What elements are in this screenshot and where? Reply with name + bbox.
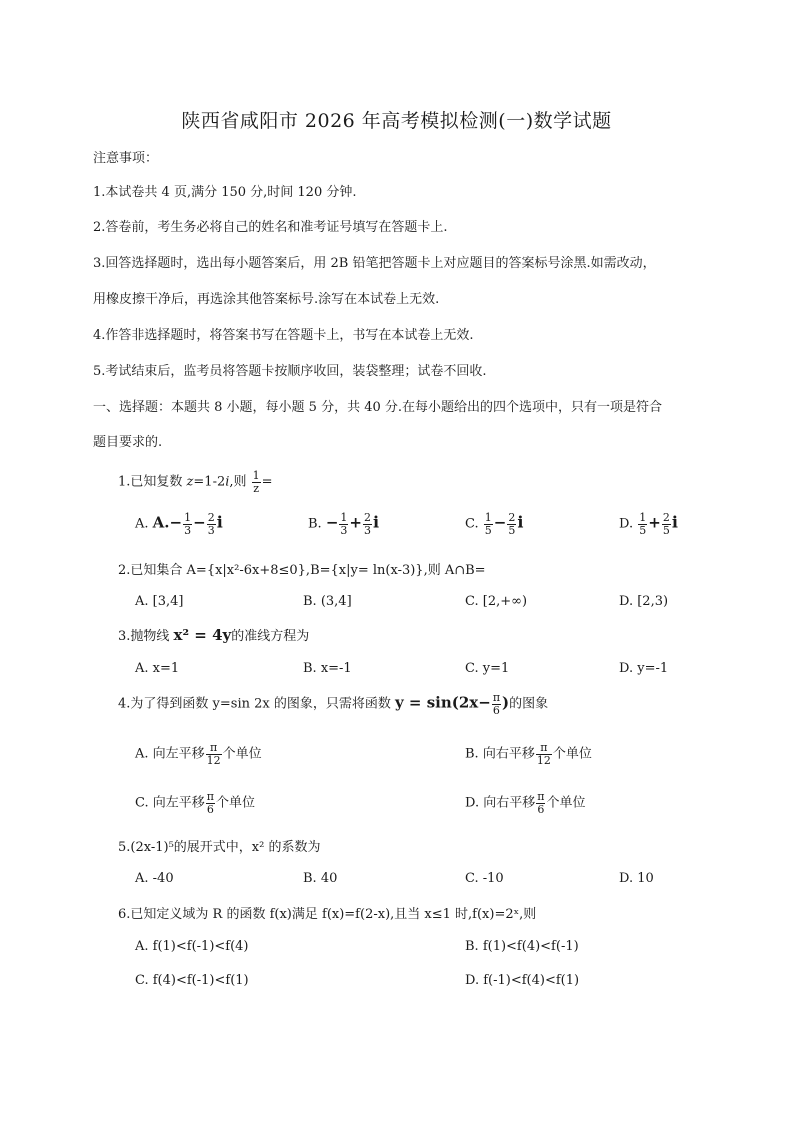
- question-3-option-d[interactable]: D. y=-1: [619, 661, 669, 676]
- question-2-option-c[interactable]: C. [2,+∞): [465, 594, 528, 609]
- question-3-stem: 3.抛物线 x² = 4y的准线方程为: [118, 626, 310, 644]
- section-heading-cont: 题目要求的.: [93, 435, 163, 450]
- question-1-option-d[interactable]: D. $\frac{1}{5}$ + $\frac{2}{5}$ i: [619, 511, 678, 537]
- question-3-option-a[interactable]: A. x=1: [135, 661, 180, 676]
- question-5-option-d[interactable]: D. 10: [619, 871, 654, 886]
- question-5-option-b[interactable]: B. 40: [303, 871, 338, 886]
- notice-item-2: 2.答卷前，考生务必将自己的姓名和准考证号填写在答题卡上.: [93, 220, 448, 235]
- question-5-option-a[interactable]: A. -40: [135, 871, 174, 886]
- question-1-option-a[interactable]: A. A.− $\frac{1}{3}$ − $\frac{2}{3}$ i: [135, 511, 223, 537]
- question-4-stem: 4.为了得到函数 y=sin 2x 的图象，只需将函数 y = sin(2x− $\frac{\pi}{6}$ )的图象: [118, 691, 549, 717]
- question-2-option-b[interactable]: B. (3,4]: [303, 594, 352, 609]
- question-1-stem: 1.已知复数 z=1-2i,则 $\frac{1}{z}$ =: [118, 469, 273, 495]
- question-2-option-d[interactable]: D. [2,3): [619, 594, 669, 609]
- notice-item-3: 3.回答选择题时，选出每小题答案后，用 2B 铅笔把答题卡上对应题目的答案标号涂黑.如需改动，: [93, 256, 656, 271]
- notice-item-3-cont: 用橡皮擦干净后，再选涂其他答案标号.涂写在本试卷上无效.: [93, 292, 440, 307]
- question-6-option-c[interactable]: C. f(4)<f(-1)<f(1): [135, 973, 249, 988]
- question-2-stem: 2.已知集合 A={x|x²-6x+8≤0},B={x|y= ln(x-3)},则 A∩B=: [118, 563, 486, 578]
- fraction: $\frac{1}{z}$: [252, 469, 260, 495]
- section-heading: 一、选择题：本题共 8 小题，每小题 5 分，共 40 分.在每小题给出的四个选项中，只有一项是符合: [93, 400, 663, 415]
- question-5-stem: 5.(2x-1)⁵的展开式中，x² 的系数为: [118, 840, 321, 855]
- question-3-option-b[interactable]: B. x=-1: [303, 661, 352, 676]
- page-title: 陕西省咸阳市 2026 年高考模拟检测(一)数学试题: [181, 110, 612, 132]
- question-6-option-b[interactable]: B. f(1)<f(4)<f(-1): [465, 939, 579, 954]
- question-2-option-a[interactable]: A. [3,4]: [135, 594, 184, 609]
- question-4-option-b[interactable]: B. 向右平移 $\frac{\pi}{12}$ 个单位: [465, 741, 592, 767]
- question-6-option-a[interactable]: A. f(1)<f(-1)<f(4): [135, 939, 249, 954]
- notice-item-4: 4.作答非选择题时，将答案书写在答题卡上，书写在本试卷上无效.: [93, 328, 474, 343]
- notice-item-5: 5.考试结束后，监考员将答题卡按顺序收回，装袋整理；试卷不回收.: [93, 364, 487, 379]
- question-6-option-d[interactable]: D. f(-1)<f(4)<f(1): [465, 973, 580, 988]
- notice-item-1: 1.本试卷共 4 页,满分 150 分,时间 120 分钟.: [93, 185, 357, 200]
- question-5-option-c[interactable]: C. -10: [465, 871, 504, 886]
- question-4-option-c[interactable]: C. 向左平移 $\frac{\pi}{6}$ 个单位: [135, 790, 255, 816]
- question-4-option-a[interactable]: A. 向左平移 $\frac{\pi}{12}$ 个单位: [135, 741, 262, 767]
- question-4-option-d[interactable]: D. 向右平移 $\frac{\pi}{6}$ 个单位: [465, 790, 586, 816]
- notice-heading: 注意事项：: [93, 151, 159, 166]
- question-1-option-c[interactable]: C. $\frac{1}{5}$ − $\frac{2}{5}$ i: [465, 511, 524, 537]
- question-6-stem: 6.已知定义域为 R 的函数 f(x)满足 f(x)=f(2-x),且当 x≤1 时,f(x)=2ˣ,则: [118, 907, 537, 922]
- question-1-option-b[interactable]: B. − $\frac{1}{3}$ + $\frac{2}{3}$ i: [308, 511, 380, 537]
- question-3-option-c[interactable]: C. y=1: [465, 661, 510, 676]
